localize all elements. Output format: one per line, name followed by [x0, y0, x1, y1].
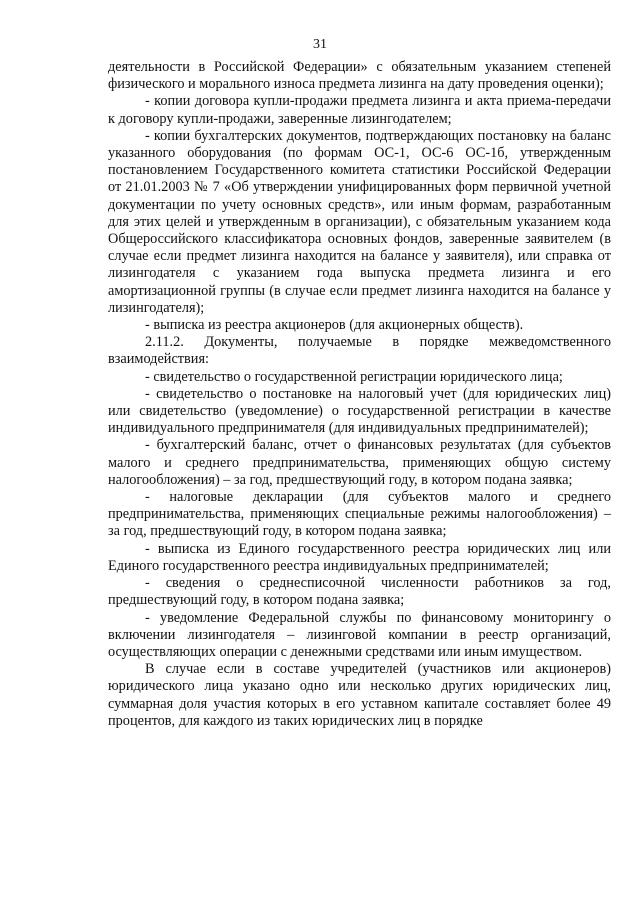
paragraph: - налоговые декларации (для субъектов малого и среднего предпринимательства, применяющих специальные режимы налогообложения) – за год, предшествующий году, в котором подана заявка; — [108, 489, 611, 540]
paragraph: - выписка из Единого государственного реестра юридических лиц или Единого государственного реестра индивидуальных предпринимателей; — [108, 540, 611, 574]
paragraph: В случае если в составе учредителей (участников или акционеров) юридического лица указано одно или несколько других юридических лиц, суммарная доля участия которых в его уставном капитале составляет более 49 процентов, для каждого из таких юридических лиц в порядке — [108, 661, 611, 729]
paragraph: - свидетельство о постановке на налоговый учет (для юридических лиц) или свидетельство (уведомление) о государственной регистрации в качестве индивидуального предпринимателя (для индивидуальных предпринимателей); — [108, 385, 611, 437]
paragraph: - копии договора купли-продажи предмета лизинга и акта приема-передачи к договору купли-продажи, заверенные лизингодателем; — [108, 93, 611, 127]
document-body — [108, 59, 611, 730]
paragraph: - свидетельство о государственной регистрации юридического лица; — [145, 368, 563, 385]
paragraph: 2.11.2. Документы, получаемые в порядке межведомственного взаимодействия: — [108, 334, 611, 368]
paragraph: - выписка из реестра акционеров (для акционерных обществ). — [145, 317, 524, 334]
paragraph: - сведения о среднесписочной численности работников за год, предшествующий году, в котором подана заявка; — [108, 575, 611, 609]
page-number: 31 — [313, 37, 327, 52]
paragraph: - уведомление Федеральной службы по финансовому мониторингу о включении лизингодателя – лизинговой компании в реестр организаций, осуществляющих операции с денежными средствами или иным имуществом. — [108, 609, 611, 660]
paragraph: деятельности в Российской Федерации» с обязательным указанием степеней физического и морального износа предмета лизинга на дату проведения оценки); — [108, 59, 611, 93]
paragraph: - копии бухгалтерских документов, подтверждающих постановку на баланс указанного оборудования (по формам ОС-1, ОС-6 ОС-1б, утвержденным постановлением Государственного комитета статистики Российской Федерации от 21.01.2003 № 7 «Об утверждении унифицированных форм первичной учетной документации по учету основных средств», или иным формам, разработанным для этих целей и утвержденным в организации), с обязательным указанием кода Общероссийского классификатора основных фондов, заверенные заявителем (в случае если предмет лизинга находится на балансе у заявителя), или справка от лизингодателя с указанием года выпуска предмета лизинга и его амортизационной группы (в случае если предмет лизинга находится на балансе у лизингодателя); — [108, 127, 611, 316]
paragraph: - бухгалтерский баланс, отчет о финансовых результатах (для субъектов малого и среднего предпринимательства, применяющих общую систему налогообложения) – за год, предшествующий году, в котором подана заявка; — [108, 437, 611, 488]
